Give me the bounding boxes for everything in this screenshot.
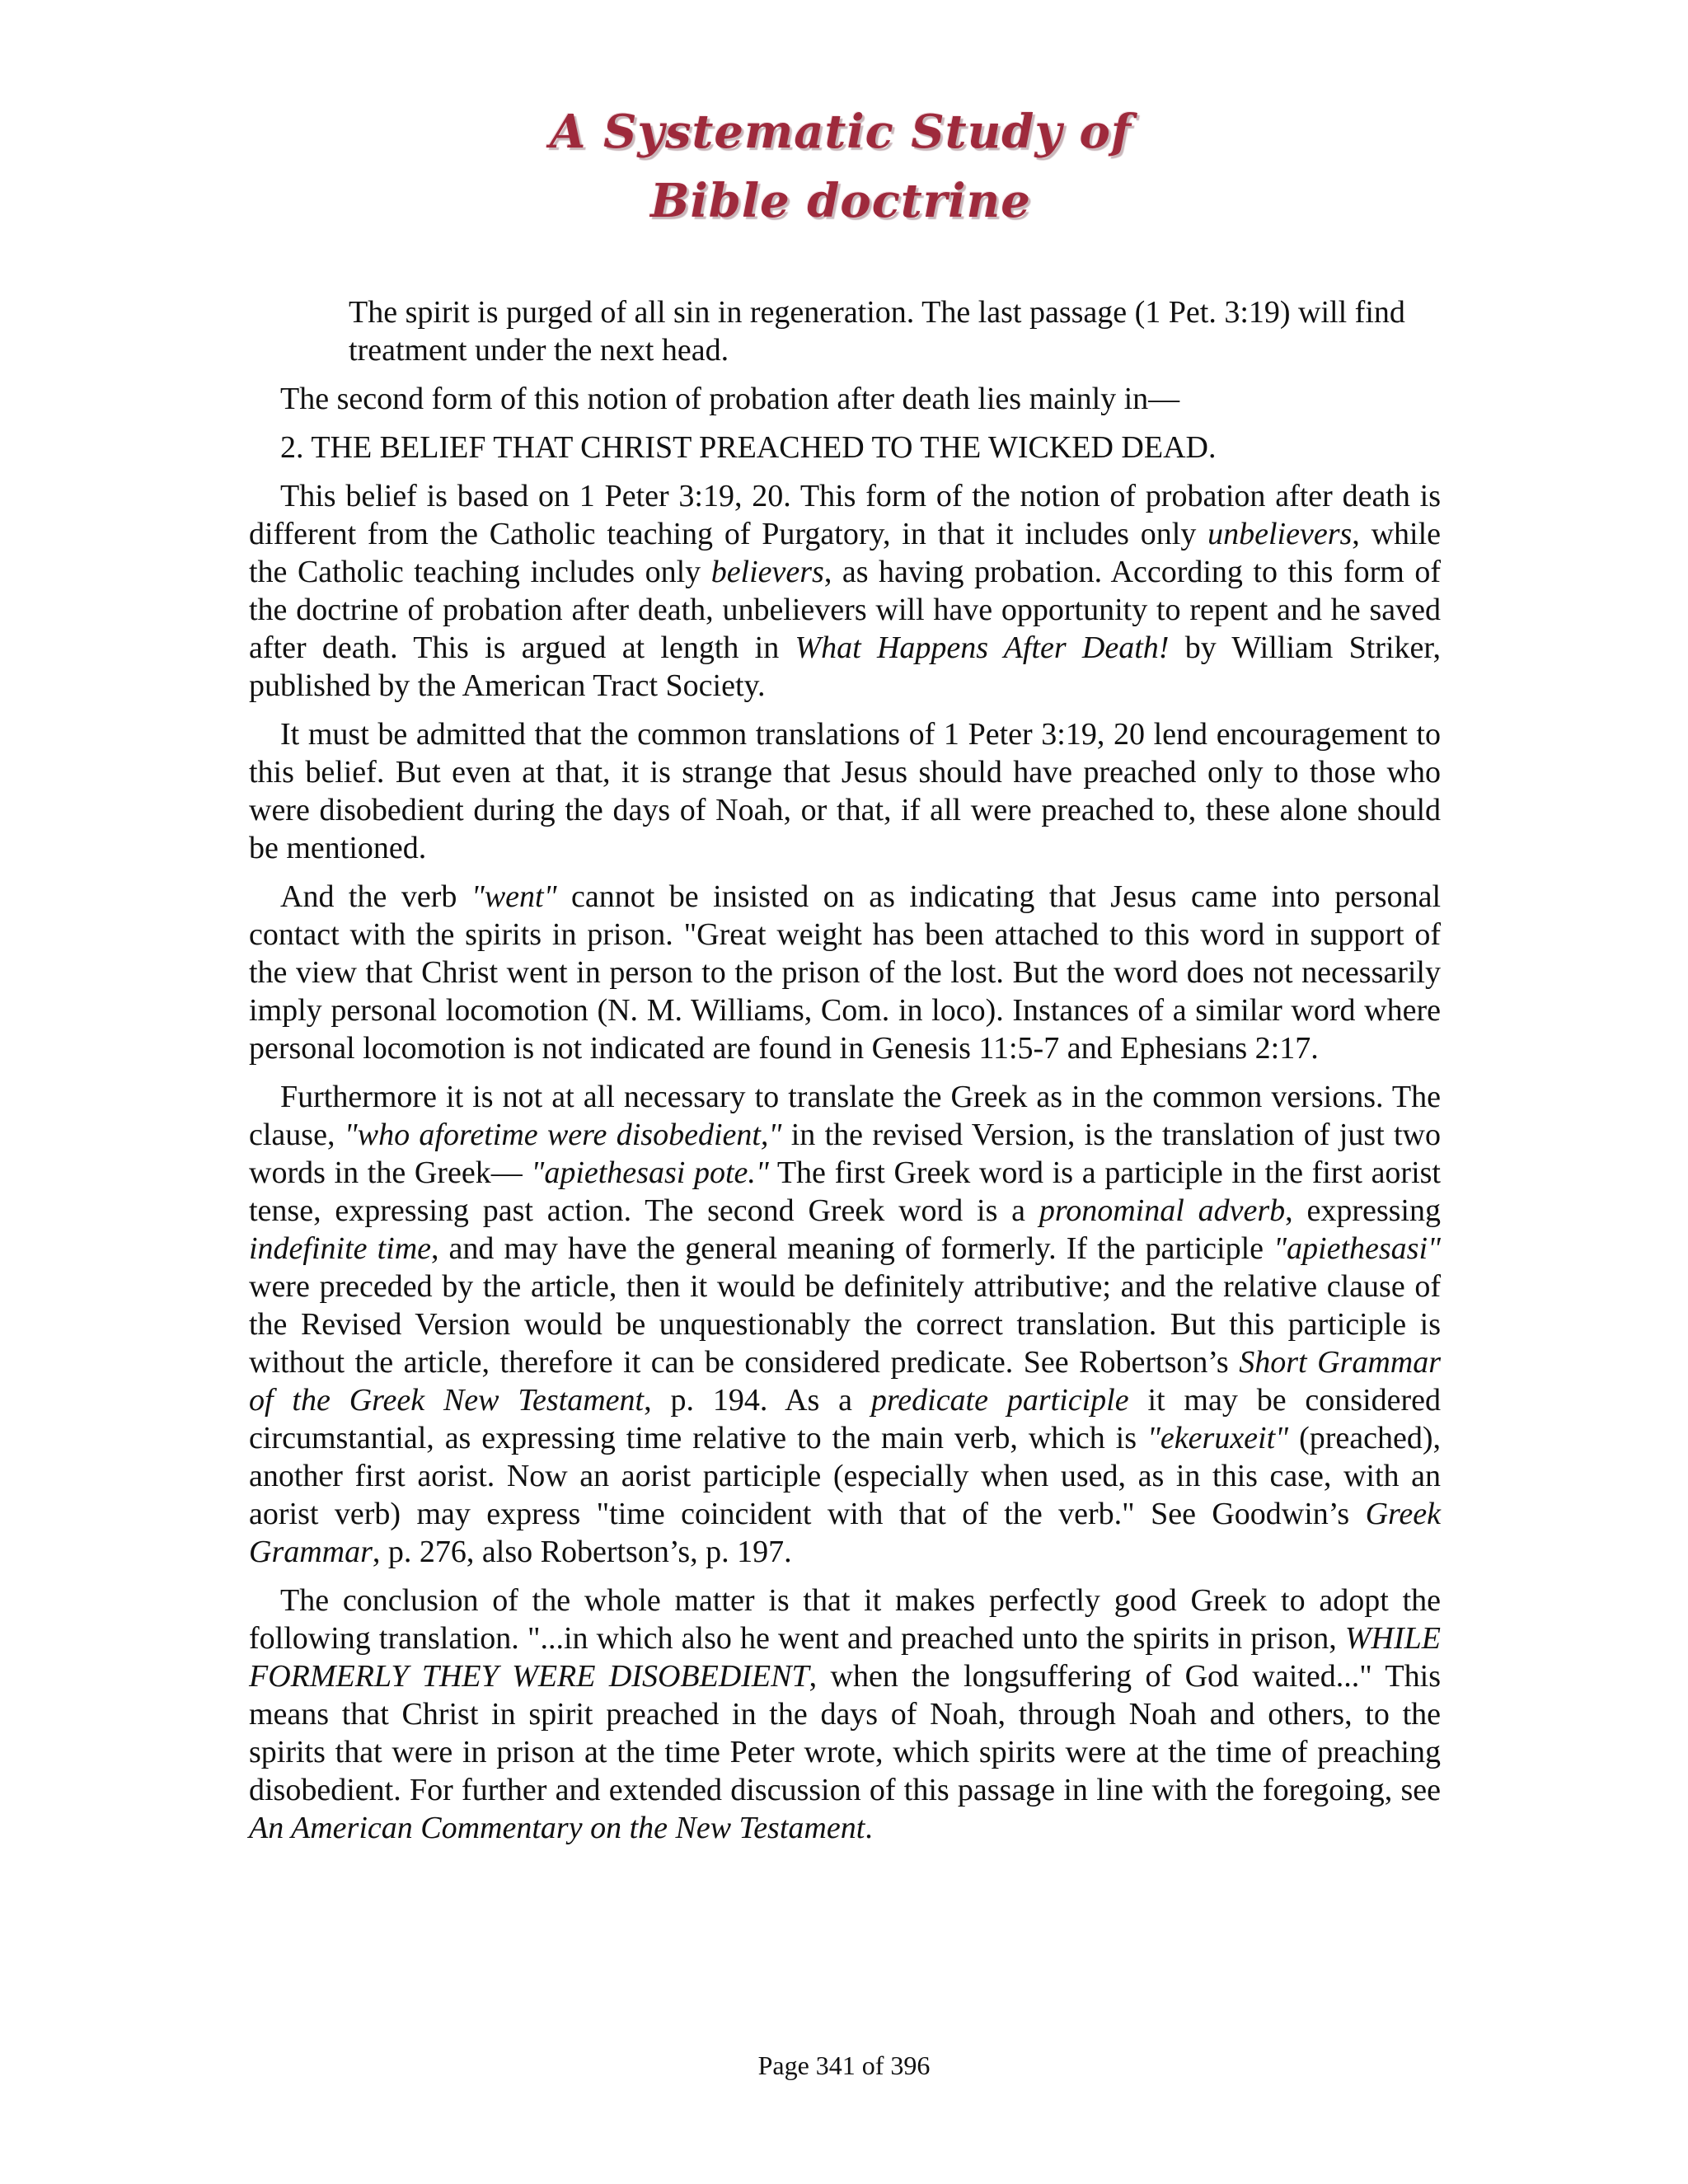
paragraph-transition: The second form of this notion of probation after death lies mainly in— (280, 382, 1180, 416)
book-title-logo (462, 97, 1220, 236)
section-heading: 2. THE BELIEF THAT CHRIST PREACHED TO THE WICKED DEAD. (280, 430, 1217, 465)
body-text (249, 293, 1441, 1858)
paragraph: And the verb "went" cannot be insisted on as indicating that Jesus came into personal contact with the spirits in prison. "Great weight has been attached to this word in support of the view that Christ went in person to the prison of the lost. But the word does not necessarily imply personal locomotion (N. M. Williams, Com. in loco). Instances of a similar word where personal locomotion is not indicated are found in Genesis 11:5-7 and Ephesians 2:17. (249, 879, 1442, 1066)
page-number: Page 341 of 396 (757, 2050, 931, 2080)
quote-continuation: The spirit is purged of all sin in regeneration. The last passage (1 Pet. 3:19) will find treatment under the next head. (349, 295, 1405, 368)
logo-line-2: Bible doctrine (650, 174, 1031, 228)
paragraph: The conclusion of the whole matter is that it makes perfectly good Greek to adopt the following translation. "...in which also he went and preached unto the spirits in prison, WHILE FORMERLY THEY WERE DISOBEDIENT, when the longsuffering of God waited..." This means that Christ in spirit preached in the days of Noah, through Noah and others, to the spirits that were in prison at the time Peter wrote, which spirits were at the time of preaching disobedient. For further and extended discussion of this passage in line with the foregoing, see An American Commentary on the New Testament. (249, 1583, 1441, 1845)
paragraph: Furthermore it is not at all necessary to translate the Greek as in the common versions. The clause, "who aforetime were disobedient," in the revised Version, is the translation of just two words in the Greek— "apiethesasi pote." The first Greek word is a participle in the first aorist tense, expressing past action. The second Greek word is a pronominal adverb, expressing indefinite time, and may have the general meaning of formerly. If the participle "apiethesasi" were preceded by the article, then it would be definitely attributive; and the relative clause of the Revised Version would be unquestionably the correct translation. But this participle is without the article, therefore it can be considered predicate. See Robertson’s Short Grammar of the Greek New Testament, p. 194. As a predicate participle it may be considered circumstantial, as expressing time relative to the main verb, which is "ekeruxeit" (preached), another first aorist. Now an aorist participle (especially when used, as in this case, with an aorist verb) may express "time coincident with that of the verb." See Goodwin’s Greek Grammar, p. 276, also Robertson’s, p. 197. (249, 1080, 1442, 1569)
logo-line-1: A Systematic Study of (550, 105, 1132, 159)
paragraph: It must be admitted that the common translations of 1 Peter 3:19, 20 lend encouragement to this belief. But even at that, it is strange that Jesus should have preached only to those who were disobedient during the days of Noah, or that, if all were preached to, these alone should be mentioned. (249, 717, 1441, 865)
paragraph: This belief is based on 1 Peter 3:19, 20. This form of the notion of probation after death is different from the Catholic teaching of Purgatory, in that it includes only unbelievers, while the Catholic teaching includes only believers, as having probation. According to this form of the doctrine of probation after death, unbelievers will have opportunity to repent and he saved after death. This is argued at length in What Happens After Death! by William Striker, published by the American Tract Society. (249, 479, 1441, 703)
